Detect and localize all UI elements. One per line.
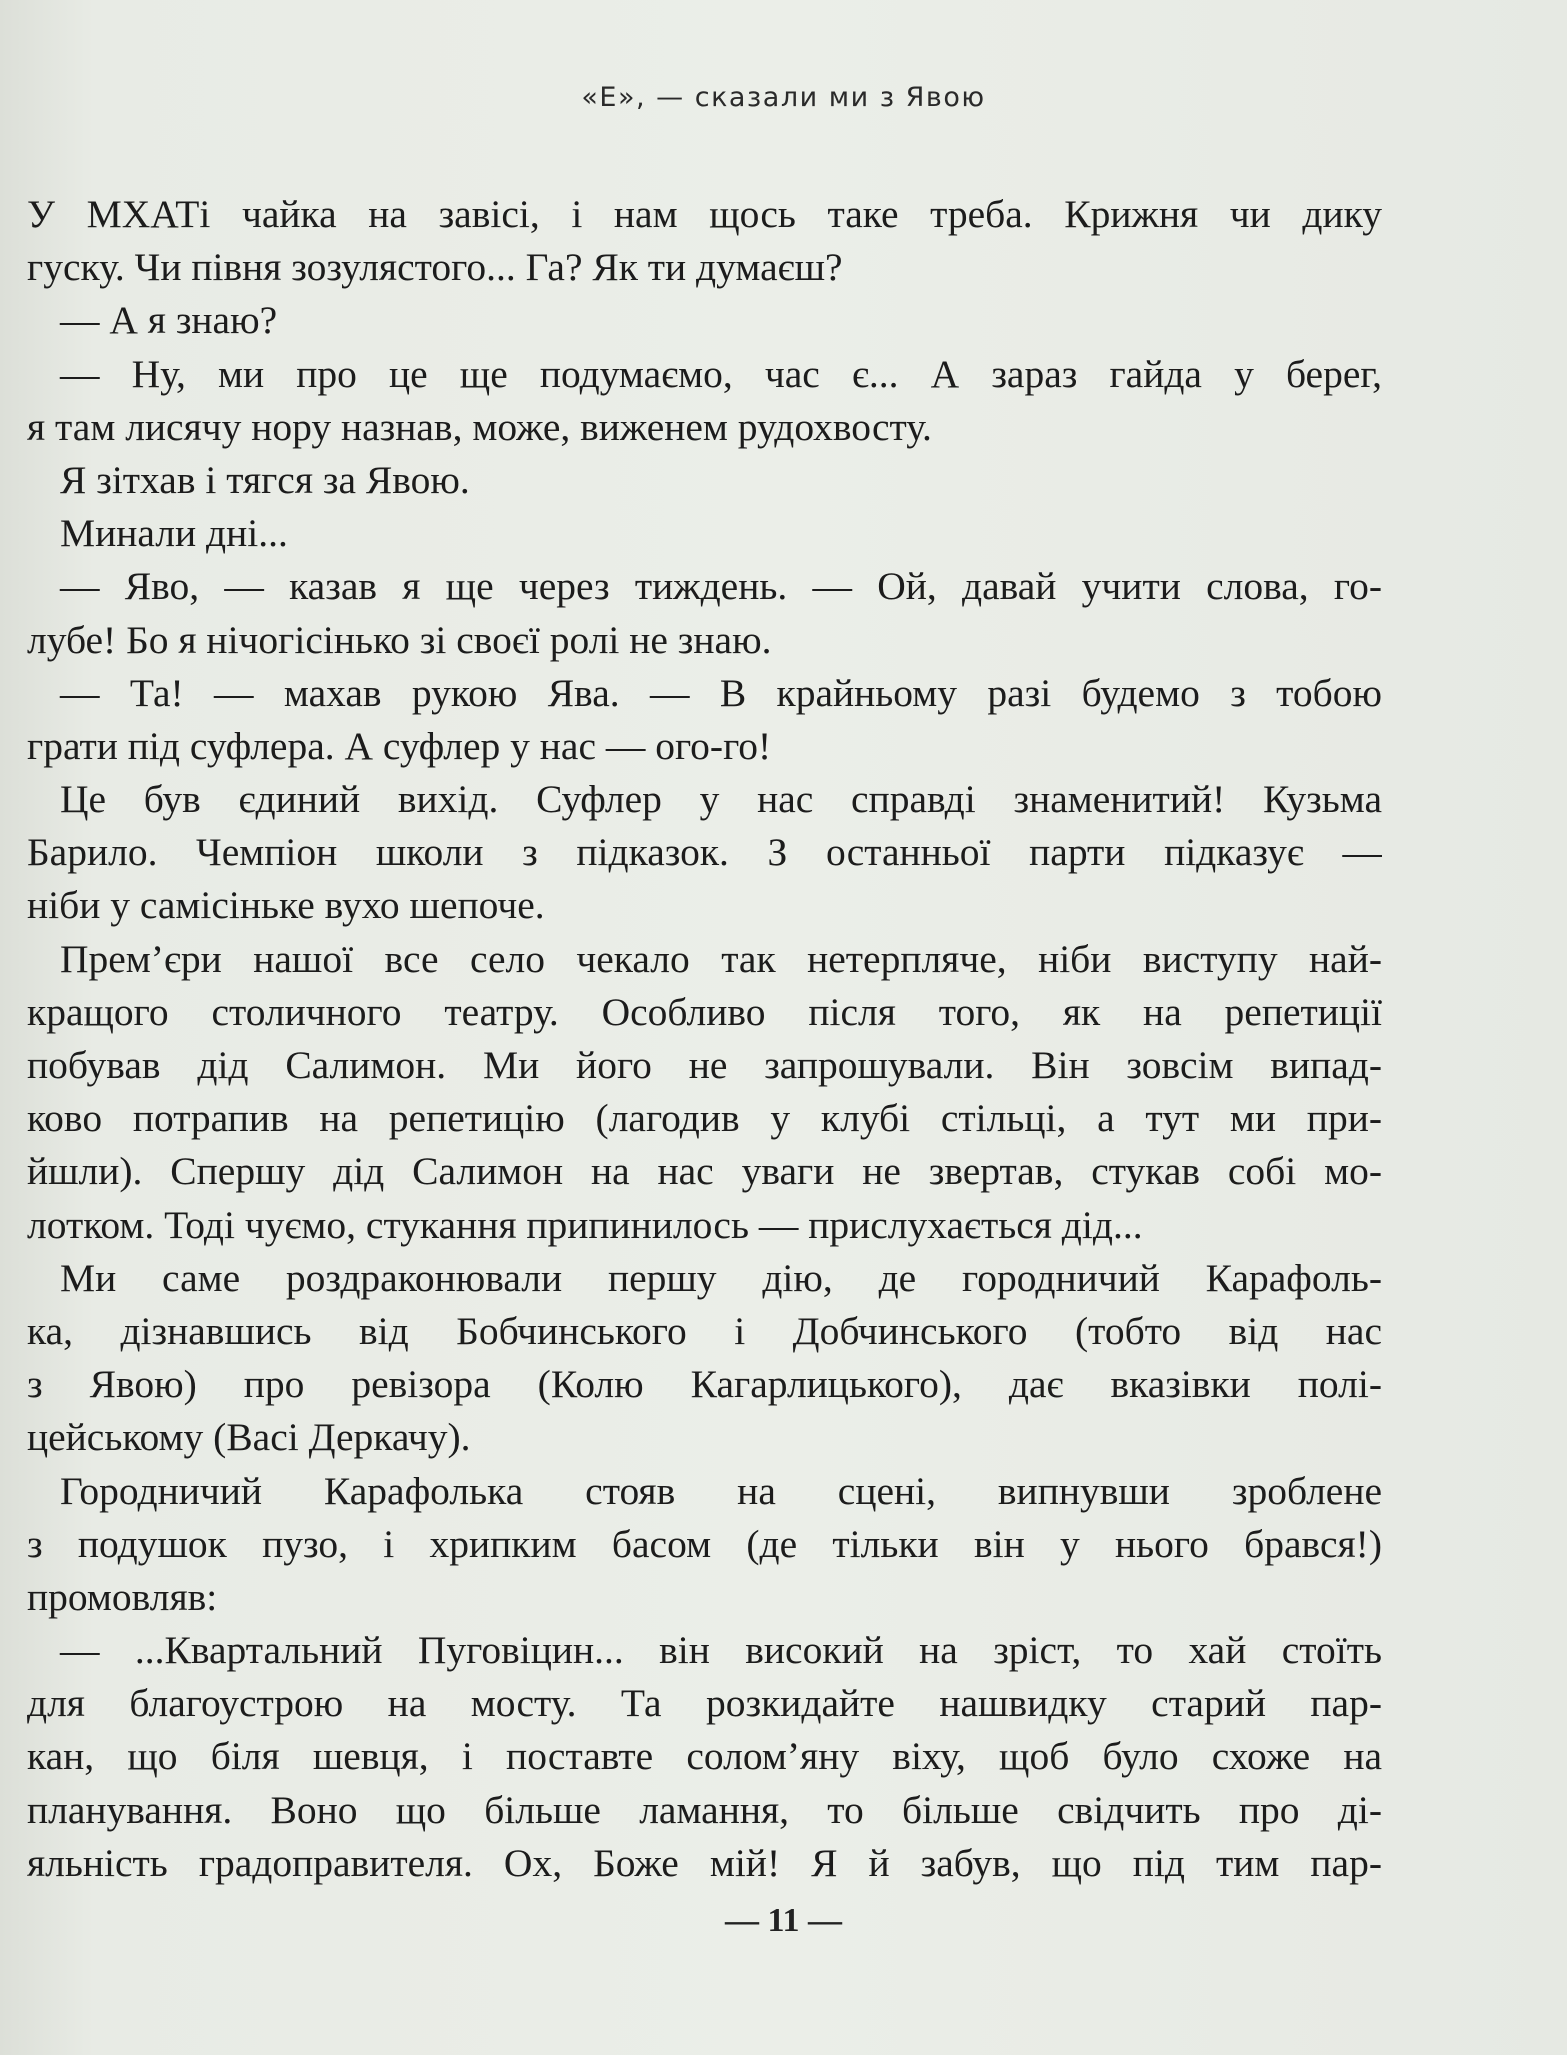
- text-line: з Явою) про ревізора (Колю Кагарлицького), дає вказівки полі-: [27, 1362, 1382, 1407]
- text-line: грати під суфлера. А суфлер у нас — ого-го!: [27, 723, 772, 768]
- text-line: яльність градоправителя. Ох, Боже мій! Я й забув, що під тим пар-: [27, 1840, 1382, 1885]
- text-line: Це був єдиний вихід. Суфлер у нас справді знаменитий! Кузьма: [60, 777, 1382, 822]
- text-line: — ...Квартальний Пуговіцин... він високий на зріст, то хай стоїть: [60, 1628, 1382, 1673]
- text-line: я там лисячу нору назнав, може, виженем рудохвосту.: [27, 404, 932, 449]
- text-line: гуску. Чи півня зозулястого... Га? Як ти думаєш?: [27, 245, 843, 290]
- running-head: «Е», — сказали ми з Явою: [581, 82, 986, 113]
- text-line: йшли). Спершу дід Салимон на нас уваги не звертав, стукав собі мо-: [27, 1149, 1382, 1194]
- body-text: [27, 188, 1382, 1890]
- text-line: ніби у самісіньке вухо шепоче.: [27, 883, 545, 928]
- text-line: Ми саме роздраконювали першу дію, де городничий Карафоль-: [60, 1255, 1382, 1300]
- text-line: — А я знаю?: [60, 298, 278, 343]
- text-line: ково потрапив на репетицію (лагодив у клубі стільці, а тут ми при-: [27, 1096, 1382, 1141]
- text-line: кращого столичного театру. Особливо після того, як на репетиції: [27, 989, 1382, 1034]
- text-line: промовляв:: [27, 1574, 218, 1619]
- text-line: — Та! — махав рукою Ява. — В крайньому разі будемо з тобою: [60, 670, 1382, 715]
- text-line: Я зітхав і тягся за Явою.: [60, 457, 470, 502]
- text-line: — Яво, — казав я ще через тиждень. — Ой, давай учити слова, го-: [60, 564, 1382, 609]
- text-line: цейському (Васі Деркачу).: [27, 1415, 471, 1460]
- text-line: Городничий Карафолька стояв на сцені, випнувши зроблене: [60, 1468, 1382, 1513]
- text-line: побував дід Салимон. Ми його не запрошували. Він зовсім випад-: [27, 1043, 1382, 1087]
- text-line: Барило. Чемпіон школи з підказок. З останньої парти підказує —: [27, 830, 1382, 875]
- text-line: У МХАТі чайка на завісі, і нам щось таке треба. Крижня чи дику: [27, 192, 1382, 236]
- text-line: для благоустрою на мосту. Та розкидайте нашвидку старий пар-: [27, 1681, 1382, 1726]
- text-line: Прем’єри нашої все село чекало так нетерпляче, ніби виступу най-: [60, 936, 1382, 981]
- text-line: — Ну, ми про це ще подумаємо, час є... А зараз гайда у берег,: [60, 351, 1382, 396]
- text-line: лотком. Тоді чуємо, стукання припинилось — прислухається дід...: [27, 1202, 1143, 1247]
- text-line: з подушок пузо, і хрипким басом (де тільки він у нього брався!): [27, 1521, 1382, 1566]
- text-line: ка, дізнавшись від Бобчинського і Добчинського (тобто від нас: [27, 1308, 1382, 1353]
- text-line: кан, що біля шевця, і поставте солом’яну віху, щоб було схоже на: [27, 1734, 1382, 1779]
- text-line: Минали дні...: [60, 511, 288, 556]
- text-line: лубе! Бо я нічогісінько зі своєї ролі не знаю.: [27, 617, 772, 662]
- page-number: — 11 —: [724, 1902, 843, 1939]
- text-line: планування. Воно що більше ламання, то більше свідчить про ді-: [27, 1787, 1382, 1832]
